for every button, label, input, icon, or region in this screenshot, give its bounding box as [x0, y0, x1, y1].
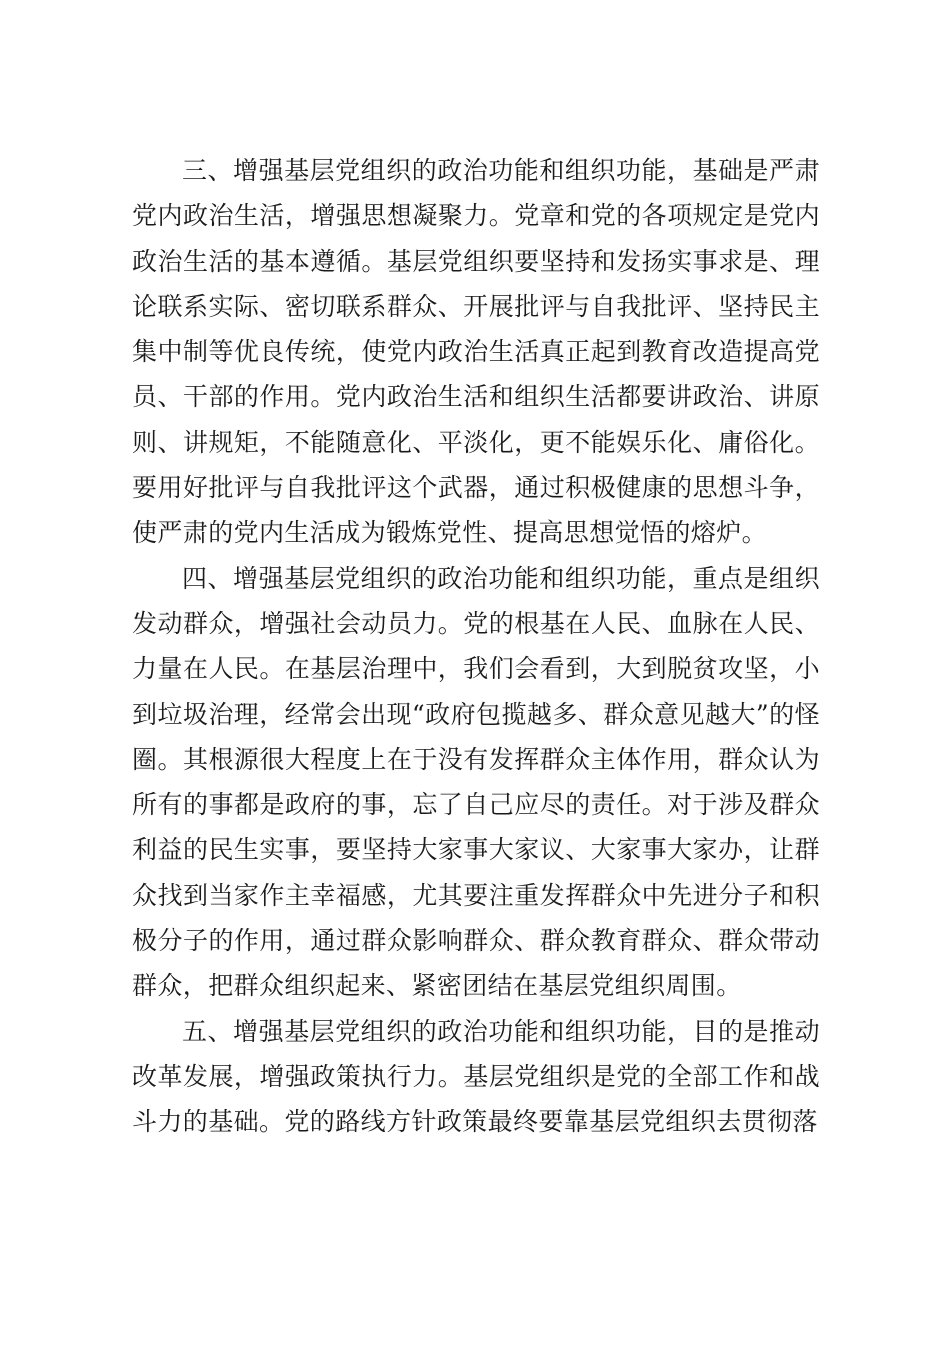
- paragraph-section-five: 五、增强基层党组织的政治功能和组织功能，目的是推动改革发展，增强政策执行力。基层党组织是党的全部工作和战斗力的基础。党的路线方针政策最终要靠基层党组织去贯彻落: [132, 1016, 820, 1137]
- paragraph-section-four: 四、增强基层党组织的政治功能和组织功能，重点是组织发动群众，增强社会动员力。党的根基在人民、血脉在人民、力量在人民。在基层治理中，我们会看到，大到脱贫攻坚，小到垃圾治理，经常会出现“政府包揽越多、群众意见越大”的怪圈。其根源很大程度上在于没有发挥群众主体作用，群众认为所有的事都是政府的事，忘了自己应尽的责任。对于涉及群众利益的民生实事，要坚持大家事大家议、大家事大家办，让群众找到当家作主幸福感，尤其要注重发挥群众中先进分子和积极分子的作用，通过群众影响群众、群众教育群众、群众带动群众，把群众组织起来、紧密团结在基层党组织周围。: [132, 563, 820, 1001]
- paragraph-section-three: 三、增强基层党组织的政治功能和组织功能，基础是严肃党内政治生活，增强思想凝聚力。党章和党的各项规定是党内政治生活的基本遵循。基层党组织要坚持和发扬实事求是、理论联系实际、密切联系群众、开展批评与自我批评、坚持民主集中制等优良传统，使党内政治生活真正起到教育改造提高党员、干部的作用。党内政治生活和组织生活都要讲政治、讲原则、讲规矩，不能随意化、平淡化，更不能娱乐化、庸俗化。要用好批评与自我批评这个武器，通过积极健康的思想斗争，使严肃的党内生活成为锻炼党性、提高思想觉悟的熔炉。: [132, 156, 820, 548]
- document-body: [132, 148, 820, 1145]
